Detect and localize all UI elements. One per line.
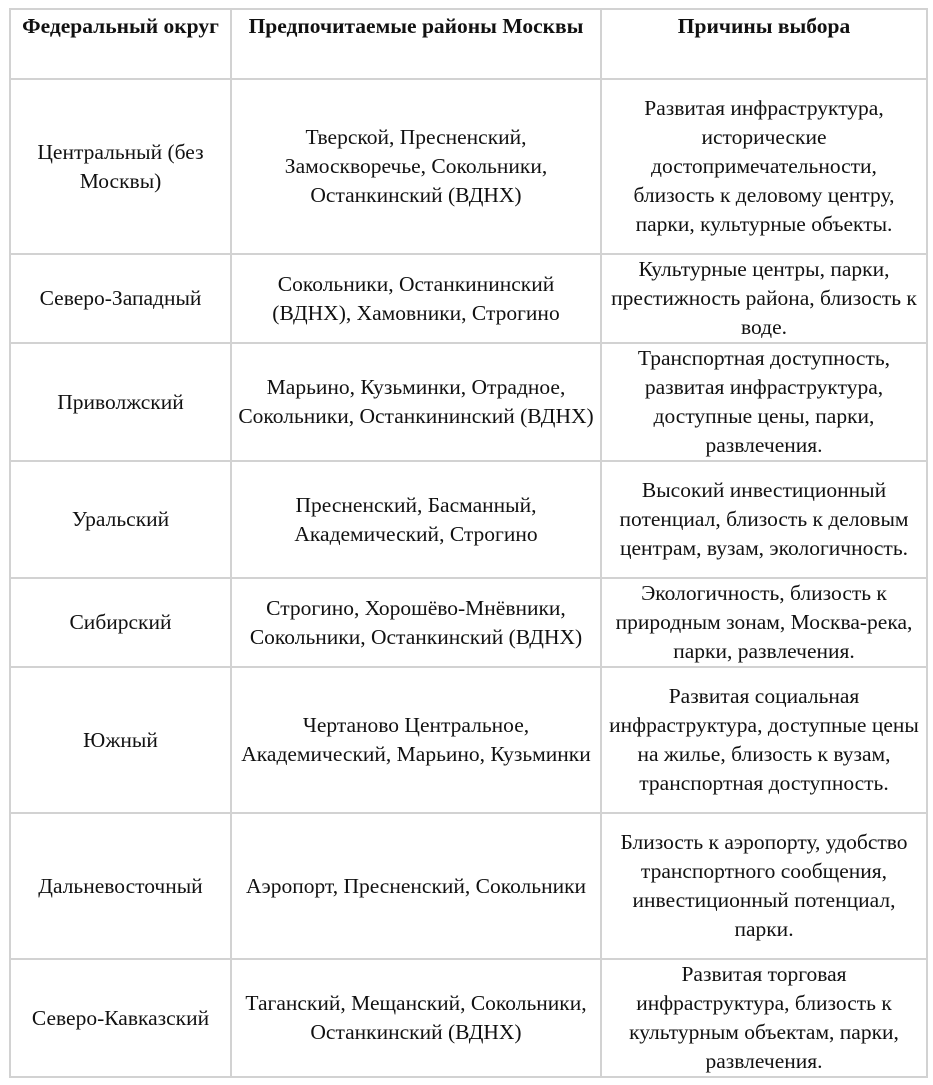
table-row	[10, 578, 927, 667]
areas-cell: Пресненский, Басманный, Академический, Строгино	[231, 461, 601, 578]
areas-cell: Таганский, Мещанский, Сокольники, Останкинский (ВДНХ)	[231, 959, 601, 1077]
table-row	[10, 813, 927, 959]
reasons-cell: Развитая торговая инфраструктура, близость к культурным объектам, парки, развлечения.	[601, 959, 927, 1077]
table-row	[10, 343, 927, 461]
reasons-cell: Высокий инвестиционный потенциал, близость к деловым центрам, вузам, экологичность.	[601, 461, 927, 578]
table-row	[10, 461, 927, 578]
district-cell: Приволжский	[10, 343, 231, 461]
table-row	[10, 667, 927, 813]
district-cell: Северо-Кавказский	[10, 959, 231, 1077]
district-cell: Сибирский	[10, 578, 231, 667]
reasons-cell: Культурные центры, парки, престижность района, близость к воде.	[601, 254, 927, 343]
areas-cell: Чертаново Центральное, Академический, Марьино, Кузьминки	[231, 667, 601, 813]
areas-cell: Аэропорт, Пресненский, Сокольники	[231, 813, 601, 959]
areas-cell: Марьино, Кузьминки, Отрадное, Сокольники, Останкининский (ВДНХ)	[231, 343, 601, 461]
areas-cell: Тверской, Пресненский, Замоскворечье, Сокольники, Останкинский (ВДНХ)	[231, 79, 601, 254]
table-row	[10, 79, 927, 254]
district-cell: Дальневосточный	[10, 813, 231, 959]
table-row	[10, 254, 927, 343]
reasons-cell: Близость к аэропорту, удобство транспортного сообщения, инвестиционный потенциал, парки.	[601, 813, 927, 959]
reasons-cell: Развитая социальная инфраструктура, доступные цены на жилье, близость к вузам, транспортная доступность.	[601, 667, 927, 813]
table-row	[10, 959, 927, 1077]
district-cell: Уральский	[10, 461, 231, 578]
district-cell: Центральный (без Москвы)	[10, 79, 231, 254]
reasons-cell: Развитая инфраструктура, исторические достопримечательности, близость к деловому центру, парки, культурные объекты.	[601, 79, 927, 254]
reasons-cell: Транспортная доступность, развитая инфраструктура, доступные цены, парки, развлечения.	[601, 343, 927, 461]
table-header-row	[10, 9, 927, 79]
header-reasons: Причины выбора	[601, 9, 927, 79]
header-federal-district: Федеральный округ	[10, 9, 231, 79]
preferences-table	[9, 8, 928, 1078]
areas-cell: Строгино, Хорошёво-Мнёвники, Сокольники, Останкинский (ВДНХ)	[231, 578, 601, 667]
reasons-cell: Экологичность, близость к природным зонам, Москва-река, парки, развлечения.	[601, 578, 927, 667]
district-cell: Северо-Западный	[10, 254, 231, 343]
header-preferred-areas: Предпочитаемые районы Москвы	[231, 9, 601, 79]
district-cell: Южный	[10, 667, 231, 813]
areas-cell: Сокольники, Останкининский (ВДНХ), Хамовники, Строгино	[231, 254, 601, 343]
